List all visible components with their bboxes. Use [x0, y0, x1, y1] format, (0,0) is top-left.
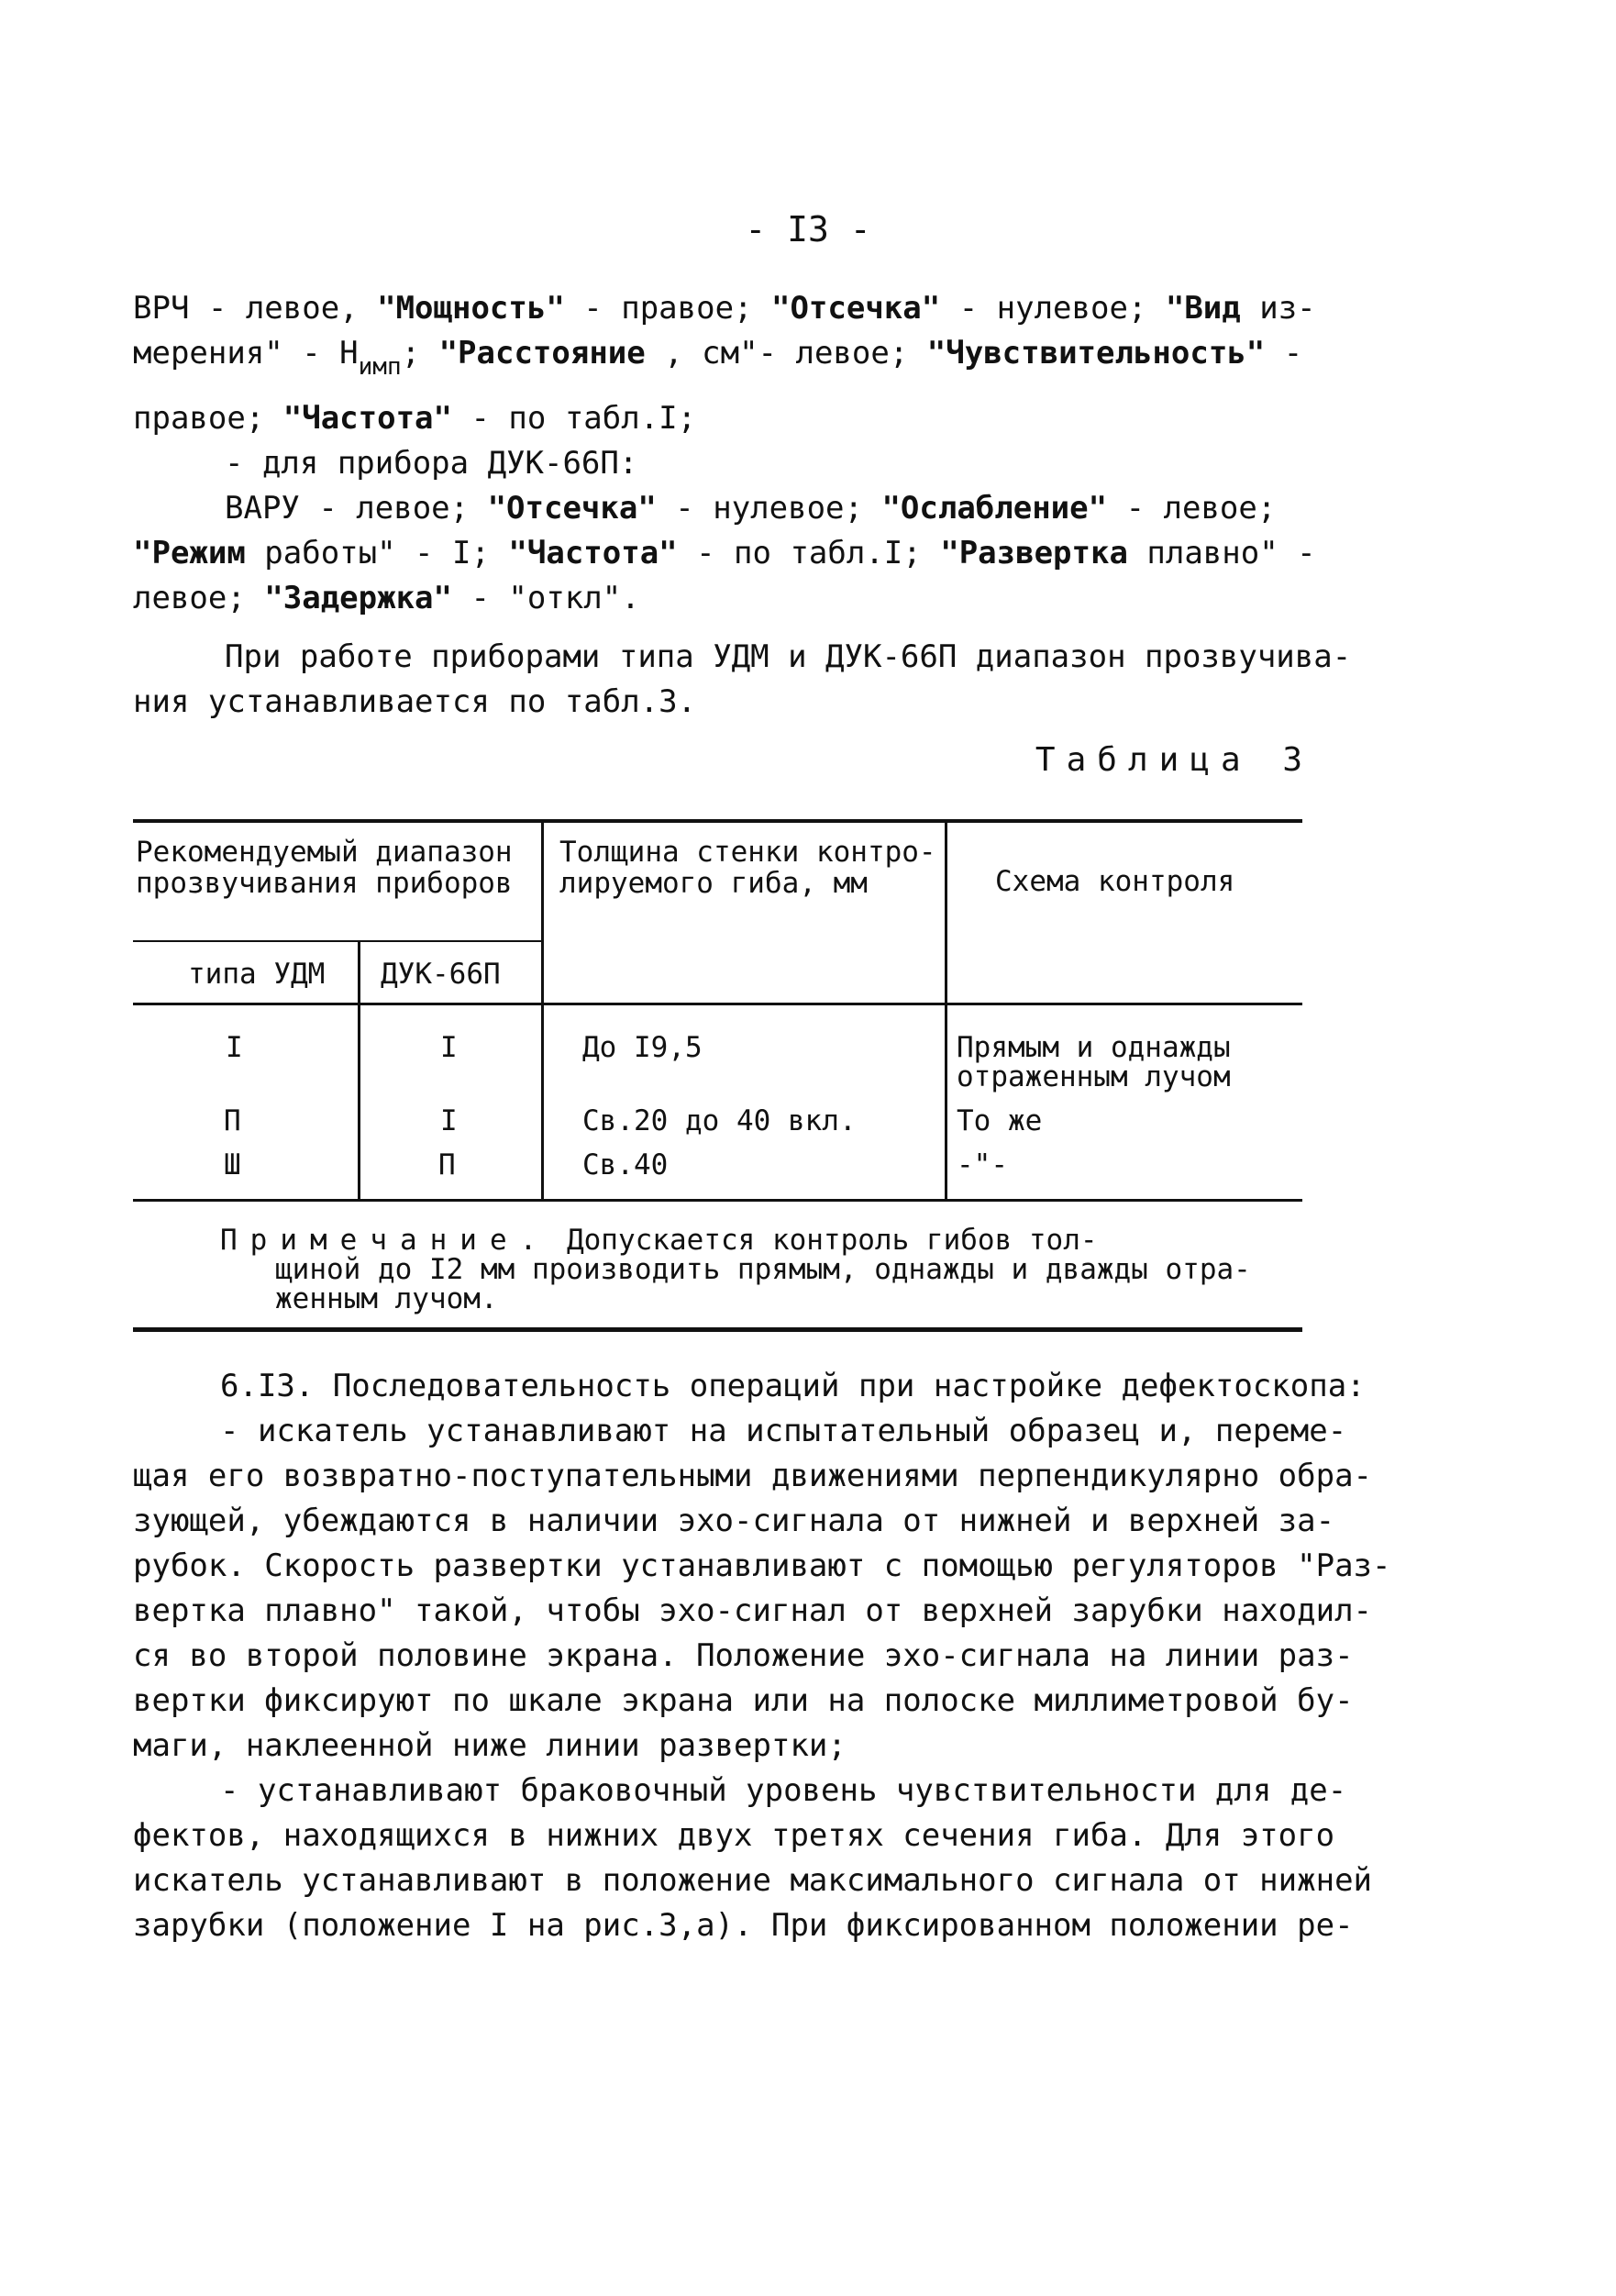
- text-line: 6.I3. Последовательность операций при настройке дефектоскопа:: [220, 1368, 1366, 1404]
- header-scheme: Схема контроля: [995, 865, 1235, 898]
- text-line: зующей, убеждаются в наличии эхо-сигнала от нижней и верхней за-: [133, 1503, 1335, 1539]
- header-range-line2: прозвучивания приборов: [136, 867, 513, 900]
- text-line: ся во второй половине экрана. Положение эхо-сигнала на линии раз-: [133, 1637, 1354, 1674]
- text-line: [133, 576, 1316, 621]
- text-line: вертки фиксируют по шкале экрана или на полоске миллиметровой бу-: [133, 1682, 1354, 1719]
- range-paragraph: [133, 635, 1352, 725]
- table-caption: Таблица 3: [1035, 741, 1313, 779]
- header-thickness-line1: Толщина стенки контро-: [559, 836, 936, 869]
- text-line: При работе приборами типа УДМ и ДУК-66П диапазон прозвучива-: [225, 638, 1352, 675]
- text-run: - левое;: [1107, 490, 1277, 527]
- text-run: ;: [401, 335, 439, 372]
- column-divider: [945, 823, 947, 1199]
- bold-run: "Расстояние: [438, 335, 646, 372]
- text-line: - для прибора ДУК-66П:: [225, 445, 638, 482]
- text-line: [133, 486, 1316, 531]
- bold-run: "Вид: [1165, 290, 1241, 327]
- subheader-duk: ДУК-66П: [381, 958, 501, 991]
- text-run: левое;: [133, 580, 265, 616]
- text-line: [133, 396, 1316, 441]
- cell-udm: П: [224, 1104, 241, 1137]
- text-line: [133, 331, 1316, 381]
- text-run: - нулевое;: [656, 490, 882, 527]
- subscript: имп: [358, 353, 402, 381]
- cell-udm: Ш: [224, 1148, 241, 1181]
- cell-scheme: отраженным лучом: [957, 1060, 1231, 1093]
- bold-run: "Мощность": [377, 290, 565, 327]
- text-run: - "откл".: [452, 580, 640, 616]
- table-top-rule: [133, 819, 1302, 823]
- text-run: ВАРУ - левое;: [225, 490, 488, 527]
- text-line: вертка плавно" такой, чтобы эхо-сигнал от верхней зарубки находил-: [133, 1592, 1373, 1629]
- text-line: искатель устанавливают в положение максимального сигнала от нижней: [133, 1862, 1373, 1899]
- table-note-line1: [220, 1226, 1321, 1255]
- column-divider: [358, 942, 360, 1199]
- cell-duk: I: [440, 1104, 458, 1137]
- text-run: - по табл.I;: [677, 535, 941, 571]
- header-thickness-line2: лируемого гиба, мм: [559, 867, 868, 900]
- bold-run: "Частота": [282, 400, 452, 437]
- note-bottom-rule: [133, 1327, 1302, 1332]
- header-sub-rule: [133, 940, 541, 942]
- cell-duk: П: [438, 1148, 456, 1181]
- bold-run: "Чувствительность": [926, 335, 1266, 372]
- text-line: зарубки (положение I на рис.3,а). При фиксированном положении ре-: [133, 1907, 1354, 1944]
- column-divider: [541, 823, 544, 1199]
- text-line: [133, 286, 1316, 331]
- text-run: -: [1265, 335, 1303, 372]
- bold-run: "Отсечка": [487, 490, 657, 527]
- bold-run: "Частота": [508, 535, 678, 571]
- page-number: - I3 -: [745, 209, 871, 250]
- text-run: работы" - I;: [245, 535, 509, 571]
- header-bottom-rule: [133, 1003, 1302, 1005]
- text-run: - нулевое;: [940, 290, 1166, 327]
- table-note-line3: женным лучом.: [275, 1282, 498, 1315]
- bold-run: "Режим: [133, 535, 246, 571]
- cell-udm: I: [226, 1031, 243, 1064]
- text-run: плавно" -: [1127, 535, 1316, 571]
- cell-duk: I: [440, 1031, 458, 1064]
- bold-run: "Отсечка": [770, 290, 941, 327]
- text-line: - искатель устанавливают на испытательный образец и, переме-: [220, 1413, 1347, 1449]
- note-lead: Примечание.: [220, 1224, 550, 1257]
- text-run: , см"- левое;: [645, 335, 927, 372]
- procedure-paragraph: [133, 1364, 1391, 1948]
- bold-run: "Ослабление": [881, 490, 1108, 527]
- text-line: - устанавливают браковочный уровень чувствительности для де-: [220, 1772, 1347, 1809]
- text-line: ния устанавливается по табл.3.: [133, 683, 697, 720]
- cell-thickness: Св.40: [582, 1148, 669, 1181]
- cell-scheme: -"-: [957, 1148, 1008, 1181]
- text-run: - по табл.I;: [452, 400, 697, 437]
- text-line: рубок. Скорость развертки устанавливают с помощью регуляторов "Раз-: [133, 1547, 1391, 1584]
- settings-paragraph: [133, 286, 1316, 621]
- subheader-udm: типа УДМ: [188, 958, 326, 991]
- text-run: мерения" - Н: [133, 335, 359, 372]
- text-run: - правое;: [564, 290, 771, 327]
- cell-thickness: До I9,5: [582, 1031, 703, 1064]
- table-bottom-rule: [133, 1199, 1302, 1202]
- text-run: ВРЧ - левое,: [133, 290, 378, 327]
- text-run: из-: [1240, 290, 1316, 327]
- cell-scheme: То же: [957, 1104, 1043, 1137]
- bold-run: "Задержка": [264, 580, 452, 616]
- text-line: [133, 531, 1316, 576]
- text-line: щая его возвратно-поступательными движениями перпендикулярно обра-: [133, 1458, 1373, 1494]
- table-note-line2: щиной до I2 мм производить прямым, однажды и дважды отра-: [275, 1253, 1251, 1286]
- cell-scheme: Прямым и однажды: [957, 1031, 1231, 1064]
- text-run: Допускается контроль гибов тол-: [549, 1224, 1098, 1257]
- text-line: маги, наклеенной ниже линии развертки;: [133, 1727, 847, 1764]
- header-range-line1: Рекомендуемый диапазон: [136, 836, 513, 869]
- text-line: фектов, находящихся в нижних двух третях сечения гиба. Для этого: [133, 1817, 1335, 1854]
- cell-thickness: Св.20 до 40 вкл.: [582, 1104, 857, 1137]
- text-run: правое;: [133, 400, 283, 437]
- bold-run: "Развертка: [940, 535, 1128, 571]
